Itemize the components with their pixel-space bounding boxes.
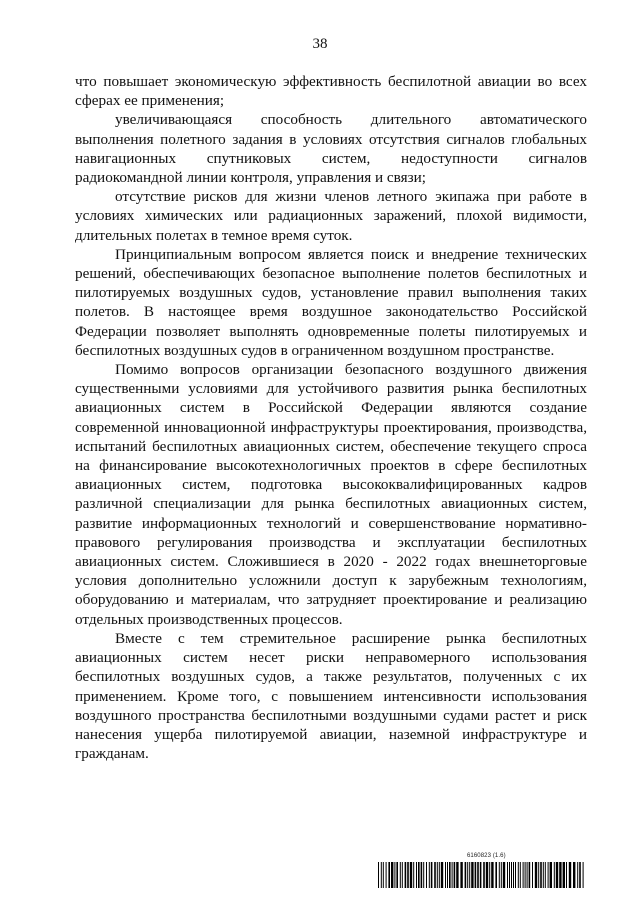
paragraph-2: увеличивающаяся способность длительного автоматического выполнения полетного задания в условиях отсутствия сигналов глобальных навигационных спутниковых систем, недоступности сигналов радиокомандной линии контроля, управления и связи; (75, 111, 587, 187)
page-number: 38 (312, 36, 328, 52)
paragraph-6: Вместе с тем стремительное расширение рынка беспилотных авиационных систем несет риски неправомерного использования беспилотных воздушных судов, а также результатов, полученных с их применением. Кроме того, с повышением интенсивности использования воздушного пространства беспилотными воздушными судами растет и риск нанесения ущерба пилотируемой авиации, наземной инфраструктуре и гражданам. (75, 629, 587, 763)
document-body (75, 72, 587, 763)
barcode-icon (378, 862, 586, 888)
paragraph-1: что повышает экономическую эффективность беспилотной авиации во всех сферах ее применения; (75, 73, 587, 110)
paragraph-5: Помимо вопросов организации безопасного воздушного движения существенными условиями для устойчивого развития рынка беспилотных авиационных систем в Российской Федерации являются создание современной инновационной инфраструктуры проектирования, производства, испытаний беспилотных авиационных систем, обеспечение текущего спроса на финансирование высокотехнологичных проектов в сфере беспилотных авиационных систем, подготовка высококвалифицированных кадров различной специализации для рынка беспилотных авиационных систем, развитие информационных технологий и совершенствование нормативно-правового регулирования производства и эксплуатации беспилотных авиационных систем. Сложившиеся в 2020 - 2022 годах внешнеторговые условия дополнительно усложнили доступ к зарубежным технологиям, оборудованию и материалам, что затрудняет проектирование и реализацию отдельных производственных процессов. (75, 361, 587, 628)
paragraph-4: Принципиальным вопросом является поиск и внедрение технических решений, обеспечивающих безопасное выполнение полетов беспилотных и пилотируемых воздушных судов, установление правил выполнения таких полетов. В настоящее время воздушное законодательство Российской Федерации позволяет выполнять одновременные полеты пилотируемых и беспилотных воздушных судов в ограниченном воздушном пространстве. (75, 245, 587, 359)
document-code: 6160823 (1.6) (467, 853, 506, 859)
paragraph-3: отсутствие рисков для жизни членов летного экипажа при работе в условиях химических или радиационных заражений, плохой видимости, длительных полетах в темное время суток. (75, 188, 587, 244)
